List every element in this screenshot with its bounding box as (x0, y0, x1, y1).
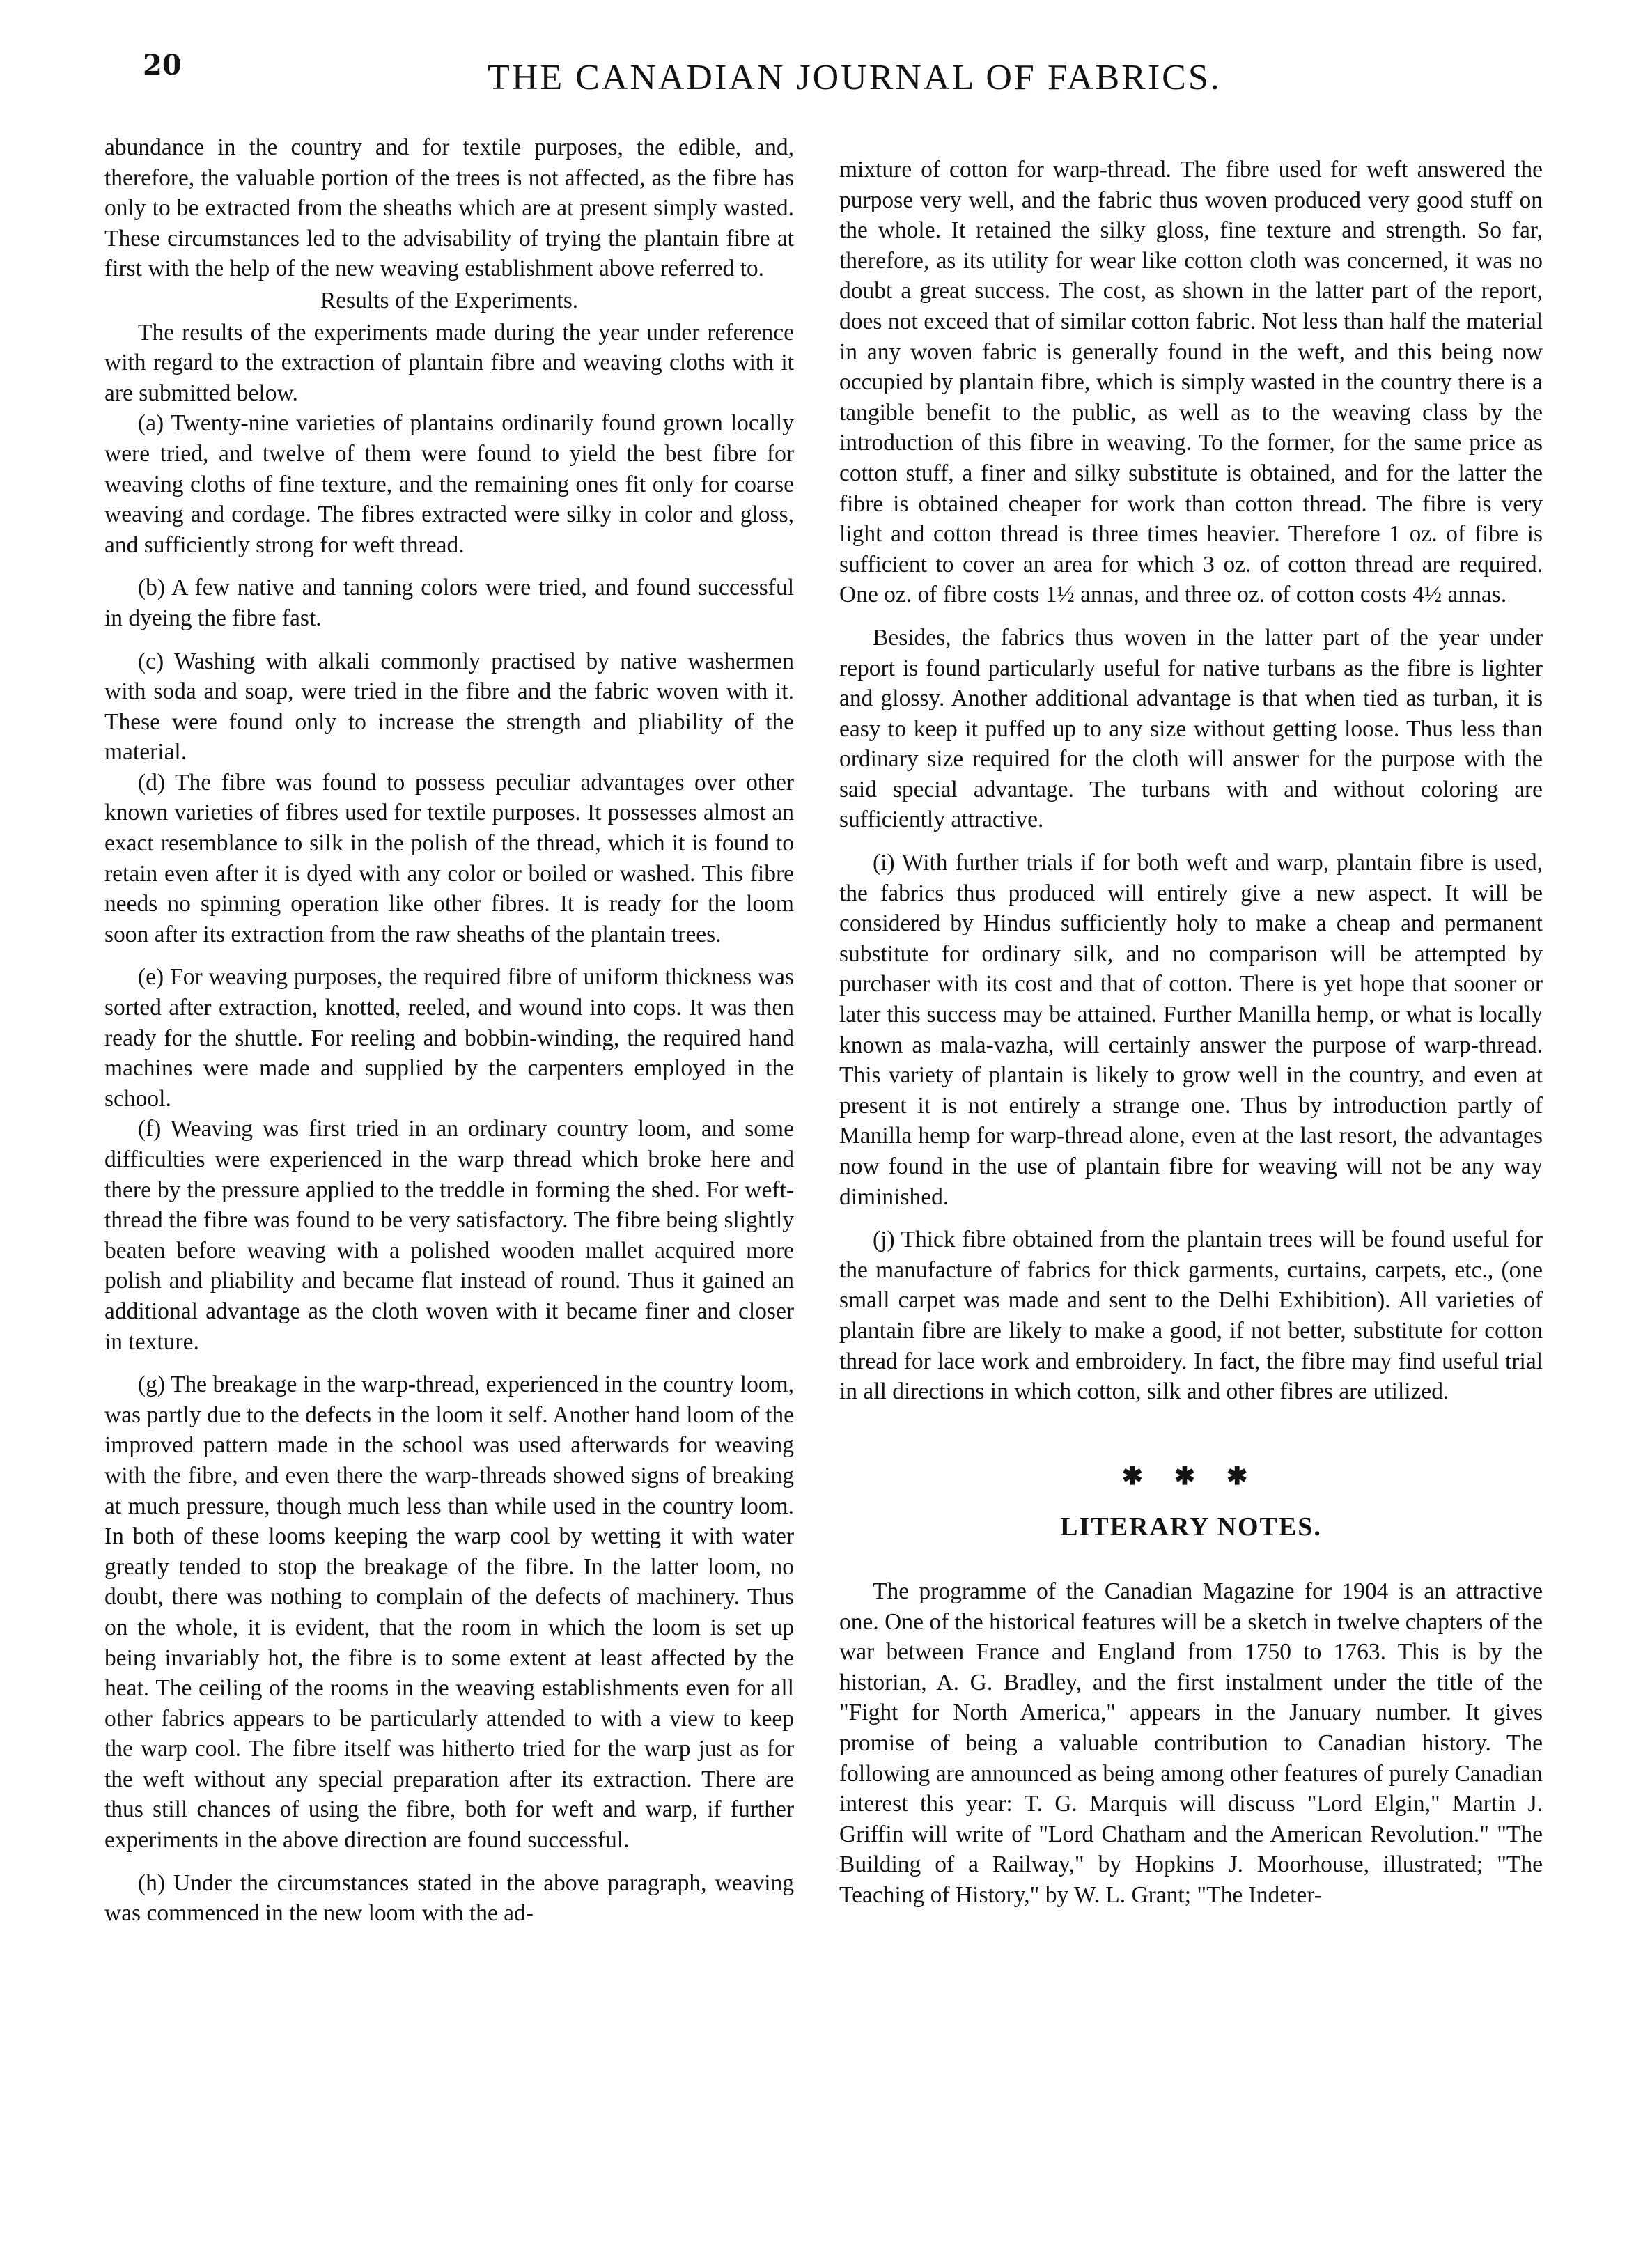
heading-results: Results of the Experiments. (320, 287, 579, 313)
paragraph-e: (e) For weaving purposes, the required fibre of uniform thickness was sorted after extraction, knotted, reeled, and wound into cops. It was then ready for the shuttle. For reeling and bobbin-winding, the required hand machines were made and supplied by the carpenters employed in the school. (104, 964, 794, 1112)
paragraph-i: (i) With further trials if for both weft and warp, plantain fibre is used, the fabrics thus produced will entirely give a new aspect. It will be considered by Hindus sufficiently holy to make a cheap and permanent substitute for ordinary silk, and no comparison will be attempted by purchaser with its cost and that of cotton. There is yet hope that sooner or later this success may be attained. Further Manilla hemp, or what is locally known as mala-vazha, will certainly answer the purpose of warp-thread. This variety of plantain is likely to grow well in the country, and even at present it is not entirely a strange one. Thus by introduction partly of Manilla hemp for warp-thread alone, even at the last resort, the advantages now found in the use of plantain fibre for weaving will not be any way diminished. (839, 850, 1543, 1210)
paragraph-a: (a) Twenty-nine varieties of plantains ordinarily found grown locally were tried, and twelve of them were found to yield the best fibre for weaving cloths of fine texture, and the remaining ones fit only for coarse weaving and cordage. The fibres extracted were silky in color and gloss, and sufficiently strong for weft thread. (104, 410, 794, 558)
paragraph-f: (f) Weaving was first tried in an ordinary country loom, and some difficulties were experienced in the warp thread which broke here and there by the pressure applied to the treddle in forming the shed. For weft-thread the fibre was found to be very satisfactory. The fibre being slightly beaten before weaving with a polished wooden mallet acquired more polish and pliability and became flat instead of round. Thus it gained an additional advantage as the cloth woven with it became finer and closer in texture. (104, 1116, 794, 1355)
paragraph-literary-notes: The programme of the Canadian Magazine for 1904 is an attractive one. One of the historical features will be a sketch in twelve chapters of the war between France and England from 1750 to 1763. This is by the historian, A. G. Bradley, and the first instalment under the title of the "Fight for North America," appears in the January number. It gives promise of being a valuable contribution to Canadian history. The following are announced as being among other features of purely Canadian interest this year: T. G. Marquis will discuss "Lord Elgin," Martin J. Griffin will write of "Lord Chatham and the American Revolution." "The Building of a Railway," by Hopkins J. Moorhouse, illustrated; "The Teaching of History," by W. L. Grant; "The Indeter- (839, 1578, 1543, 1908)
paragraph-h-continued: mixture of cotton for warp-thread. The fibre used for weft answered the purpose very well, and the fabric thus woven produced very good stuff on the whole. It retained the silky gloss, fine texture and strength. So far, therefore, as its utility for wear like cotton cloth was concerned, it was no doubt a great success. The cost, as shown in the latter part of the report, does not exceed that of similar cotton fabric. Not less than half the material in any woven fabric is generally found in the weft, and this being now occupied by plantain fibre, which is simply wasted in the country there is a tangible benefit to the public, as well as to the weaving class by the introduction of this fibre in weaving. To the former, for the same price as cotton stuff, a finer and silky substitute is obtained, and for the latter the fibre is obtained cheaper for work than cotton thread. The fibre is very light and cotton thread is three times heavier. Therefore 1 oz. of fibre is sufficient to cover an area for which 3 oz. of cotton thread are required. One oz. of fibre costs 1½ annas, and three oz. of cotton costs 4½ annas. (839, 157, 1543, 608)
paragraph-intro: abundance in the country and for textile purposes, the edible, and, therefore, the valuable portion of the trees is not affected, as the fibre has only to be extracted from the sheaths which are at present simply wasted. These circumstances led to the advisability of trying the plantain fibre at first with the help of the new weaving establishment above referred to. (104, 134, 794, 282)
paragraph-results: The results of the experiments made during the year under reference with regard to the extraction of plantain fibre and weaving cloths with it are submitted below. (104, 319, 794, 406)
heading-literary-notes: LITERARY NOTES. (1060, 1512, 1322, 1542)
right-column (839, 155, 1543, 1910)
paragraph-j: (j) Thick fibre obtained from the plantain trees will be found useful for the manufacture of fabrics for thick garments, curtains, carpets, etc., (one small carpet was made and sent to the Delhi Exhibition). All varieties of plantain fibre are likely to make a good, if not better, substitute for cotton thread for lace work and embroidery. In fact, the fibre may find useful trial in all directions in which cotton, silk and other fibres are utilized. (839, 1227, 1543, 1405)
paragraph-b: (b) A few native and tanning colors were tried, and found successful in dyeing the fibre fast. (104, 575, 794, 631)
paragraph-besides: Besides, the fabrics thus woven in the latter part of the year under report is found particularly useful for native turbans as the fibre is lighter and glossy. Another additional advantage is that when tied as turban, it is easy to keep it puffed up to any size without getting loose. Thus less than ordinary size required for the cloth will answer for the purpose with the said special advantage. The turbans with and without coloring are sufficiently attractive. (839, 624, 1543, 833)
journal-title: THE CANADIAN JOURNAL OF FABRICS. (488, 58, 1222, 98)
paragraph-g: (g) The breakage in the warp-thread, experienced in the country loom, was partly due to the defects in the loom it self. Another hand loom of the improved pattern made in the school was used afterwards for weaving with the fibre, and even there the warp-threads showed signs of breaking at much pressure, though much less than while used in the country loom. In both of these looms keeping the warp cool by wetting it with water greatly tended to stop the breakage of the fibre. In the latter loom, no doubt, there was nothing to complain of the defects of machinery. Thus on the whole, it is evident, that the room in which the loom is set up being invariably hot, the fibre is to some extent at least affected by the heat. The ceiling of the rooms in the weaving establishments even for all other fabrics appears to be particularly attended to with a view to keep the warp cool. The fibre itself was hitherto tried for the warp just as for the weft without any special preparation after its extraction. There are thus still chances of using the fibre, both for weft and warp, if further experiments in the above direction are found successful. (104, 1372, 794, 1854)
paragraph-d: (d) The fibre was found to possess peculiar advantages over other known varieties of fibres used for textile purposes. It possesses almost an exact resemblance to silk in the polish of the thread, which it is found to retain even after it is dyed with any color or boiled or washed. This fibre needs no spinning operation like other fibres. It is ready for the loom soon after its extraction from the raw sheaths of the plantain trees. (104, 769, 794, 947)
paragraph-c: (c) Washing with alkali commonly practised by native washermen with soda and soap, were tried in the fibre and the fabric woven with it. These were found only to increase the strength and pliability of the material. (104, 648, 794, 766)
left-column (104, 132, 794, 1929)
section-ornament: ✱ ✱ ✱ (1121, 1461, 1261, 1490)
paragraph-h: (h) Under the circumstances stated in the above paragraph, weaving was commenced in the new loom with the ad- (104, 1870, 794, 1927)
page-number: 20 (143, 49, 182, 81)
